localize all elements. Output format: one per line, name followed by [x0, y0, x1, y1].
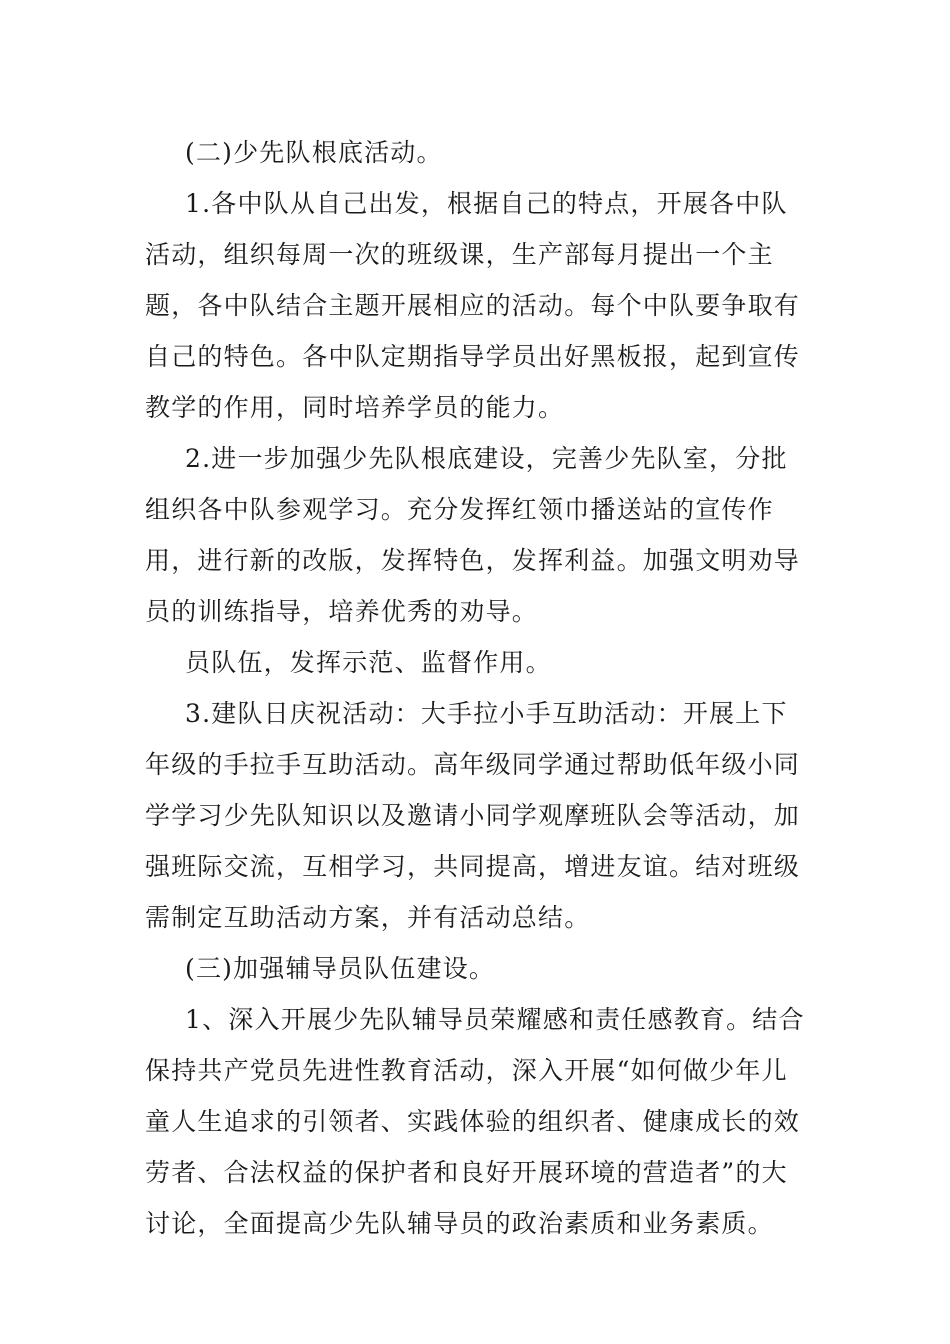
paragraph-item-3-1: 1、深入开展少先队辅导员荣耀感和责任感教育。结合保持共产党员先进性教育活动，深入开展“如何做少年儿童人生追求的引领者、实践体验的组织者、健康成长的效劳者、合法权益的保护者和良好开展环境的营造者”的大讨论，全面提高少先队辅导员的政治素质和业务素质。: [145, 1005, 805, 1238]
paragraph-item-3: 3.建队日庆祝活动：大手拉小手互助活动：开展上下年级的手拉手互助活动。高年级同学通过帮助低年级小同学学习少先队知识以及邀请小同学观摩班队会等活动，加强班际交流，互相学习，共同提高，增进友谊。结对班级需制定互助活动方案，并有活动总结。: [145, 699, 801, 932]
paragraph-item-2: 2.进一步加强少先队根底建设，完善少先队室，分批组织各中队参观学习。充分发挥红领巾播送站的宣传作用，进行新的改版，发挥特色，发挥利益。加强文明劝导员的训练指导，培养优秀的劝导。: [145, 444, 801, 626]
section-heading-3: (三)加强辅导员队伍建设。: [185, 954, 496, 983]
document-body: [145, 127, 805, 1249]
paragraph-item-1: 1.各中队从自己出发，根据自己的特点，开展各中队活动，组织每周一次的班级课，生产部每月提出一个主题，各中队结合主题开展相应的活动。每个中队要争取有自己的特色。各中队定期指导学员出好黑板报，起到宣传教学的作用，同时培养学员的能力。: [145, 189, 801, 422]
paragraph-continuation: 员队伍，发挥示范、监督作用。: [185, 648, 552, 677]
section-heading-2: (二)少先队根底活动。: [185, 138, 443, 167]
